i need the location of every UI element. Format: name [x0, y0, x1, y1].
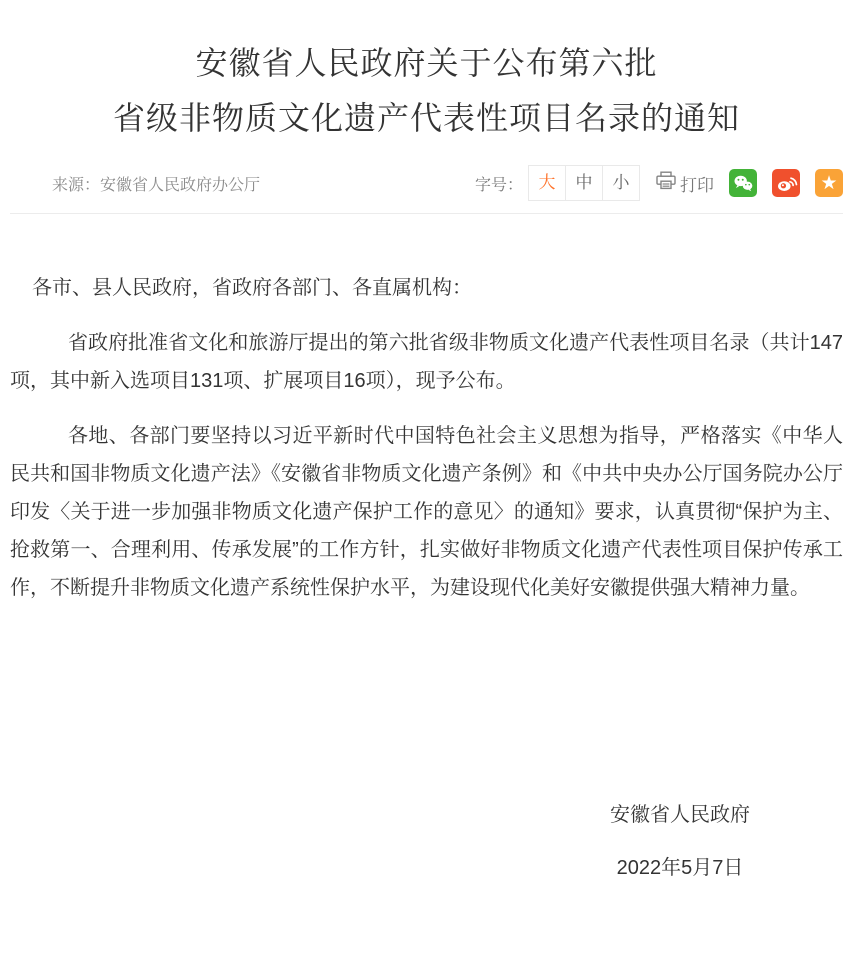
salutation-paragraph: 各市、县人民政府，省政府各部门、各直属机构： — [32, 277, 472, 299]
signature-block — [10, 801, 843, 887]
font-size-button-group — [529, 165, 640, 201]
toolbar — [475, 165, 843, 201]
header-divider — [10, 213, 843, 214]
printer-icon — [656, 171, 676, 195]
font-size-medium-button[interactable]: 中 — [565, 165, 603, 201]
favorite-star-icon[interactable] — [815, 169, 843, 197]
print-button[interactable] — [656, 171, 714, 196]
font-size-label: 字号： — [474, 176, 523, 194]
article-page — [0, 36, 851, 887]
print-button-label: 打印 — [680, 175, 714, 195]
body-paragraph-1: 省政府批准省文化和旅游厅提出的第六批省级非物质文化遗产代表性项目名录（共计147项，其中新入选项目131项、扩展项目16项），现予公布。 — [10, 332, 843, 392]
font-size-large-button[interactable]: 大 — [528, 165, 566, 201]
page-title — [10, 36, 843, 146]
body-paragraph-2: 各地、各部门要坚持以习近平新时代中国特色社会主义思想为指导，严格落实《中华人民共和国非物质文化遗产法》《安徽省非物质文化遗产条例》和《中共中央办公厅国务院办公厅印发〈关于进一步加强非物质文化遗产保护工作的意见〉的通知》要求，认真贯彻“保护为主、抢救第一、合理利用、传承发展”的工作方针，扎实做好非物质文化遗产代表性项目保护传承工作，不断提升非物质文化遗产系统性保护水平，为建设现代化美好安徽提供强大精神力量。 — [10, 425, 843, 599]
weibo-share-icon[interactable] — [772, 169, 800, 197]
font-size-small-button[interactable]: 小 — [602, 165, 640, 201]
page-title-line1: 安徽省人民政府关于公布第六批 — [195, 45, 658, 81]
share-buttons — [714, 169, 843, 197]
wechat-share-icon[interactable] — [729, 169, 757, 197]
issuing-authority: 安徽省人民政府 — [610, 804, 750, 826]
star-glyph: ★ — [820, 171, 838, 194]
issue-date: 2022年5月7日 — [616, 857, 744, 879]
meta-toolbar-row — [10, 165, 843, 201]
article-content — [10, 269, 843, 887]
source-label: 来源：安徽省人民政府办公厅 — [52, 176, 261, 194]
page-title-line2: 省级非物质文化遗产代表性项目名录的通知 — [112, 100, 740, 136]
